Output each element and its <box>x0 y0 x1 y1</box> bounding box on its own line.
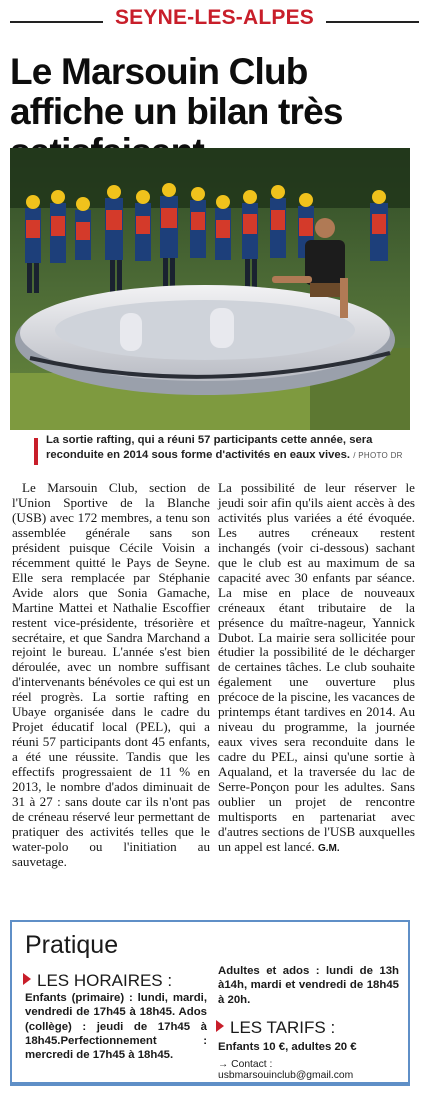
tarifs-text: Enfants 10 €, adultes 20 € <box>218 1041 357 1053</box>
tarifs-heading-label: LES TARIFS : <box>230 1018 336 1037</box>
raft-shape <box>15 285 395 395</box>
section-label: SEYNE-LES-ALPES <box>114 6 315 29</box>
pratique-title: Pratique <box>25 931 119 959</box>
rafting-photo <box>10 148 410 430</box>
header-rule-left <box>10 21 103 23</box>
author-signature: G.M. <box>318 842 340 854</box>
article-column-left <box>12 481 210 870</box>
photo-credit: / PHOTO DR <box>353 451 403 460</box>
horaires-heading-label: LES HORAIRES : <box>37 971 173 990</box>
caption-text: La sortie rafting, qui a réuni 57 participants cette année, sera reconduite en 2014 sous forme d'activités en eaux vives. <box>46 434 373 461</box>
horaires-text: Enfants (primaire) : lundi, mardi, vendredi de 17h45 à 18h45. Ados (collège) : jeudi de 17h45 à 18h45.Perfectionnement : mercredi de 17h45 à 18h45. <box>25 992 207 1062</box>
article-column-right <box>218 481 415 857</box>
pratique-box <box>10 920 410 1086</box>
article-text-left: Le Marsouin Club, section de l'Union Sportive de la Blanche (USB) avec 172 membres, a tenu son assemblée générale sans son président puisque Cécile Voisin a récemment quitté le Pays de Seyne. Elle sera remplacée par Stéphanie Avide alors que Sonia Gamache, Martine Mattei et Nathalie Escoffier restent vice-présidente, trésorière et secrétaire, et que Sandra Marchand a rejoint le bureau. L'année s'est bien déroulée, avec un nombre suffisant d'intervenants bénévoles ce qui est un réel progrès. La sortie rafting en Ubaye organisée dans le cadre du Projet éducatif local (PEL), qui a réuni 57 participants dont 45 enfants, a été une réussite. Tandis que les effectifs progressaient de 11 % en 2013, le nombre d'ados diminuait de 31 à 27 : sans doute car ils n'ont pas de créneau réservé leur permettant de pratiquer des activités telles que le water-polo ou l'initiation au sauvetage. <box>12 480 210 869</box>
pratique-box-bottom-rule <box>10 1082 410 1086</box>
headline: Le Marsouin Club affiche un bilan très <box>10 51 343 132</box>
horaires-heading <box>23 971 172 991</box>
triangle-bullet-icon <box>216 1020 224 1032</box>
header-rule-right <box>326 21 419 23</box>
adultes-horaires-text: Adultes et ados : lundi de 13h à14h, mardi et vendredi de 18h45 à 20h. <box>218 965 399 1006</box>
article-text-right: La possibilité de leur réserver le jeudi soir afin qu'ils aient accès à des activités plus variées a été évoquée. Les autres créneaux restent inchangés (voir ci-dessous) sachant que le club est au maximum de sa capacité avec 30 enfants par séance. La mise en place de nouveaux créneaux étant tributaire de la présence du maître-nageur, Yannick Dubot. La mairie sera sollicitée pour étudier la possibilité de le décharger de certaines tâches. Le club souhaite également une ouverture plus précoce de la piscine, les vacances de printemps étant tardives en 2014. Au niveau du programme, la journée eaux vives sera reconduite dans le cadre du PEL, ainsi qu'une sortie à Aqualand, et la traversée du lac de Serre-Ponçon pour les adultes. Sans oublier un projet de rencontre multisports en partenariat avec d'autres sections de l'USB auxquelles un appel est lancé. <box>218 480 415 854</box>
tarifs-heading <box>216 1018 335 1038</box>
contact-text: → Contact : usbmarsouinclub@gmail.com <box>218 1059 354 1081</box>
caption-accent-bar <box>34 438 38 465</box>
rafting-photo-illustration <box>10 148 410 430</box>
photo-caption <box>46 433 416 463</box>
triangle-bullet-icon <box>23 973 31 985</box>
